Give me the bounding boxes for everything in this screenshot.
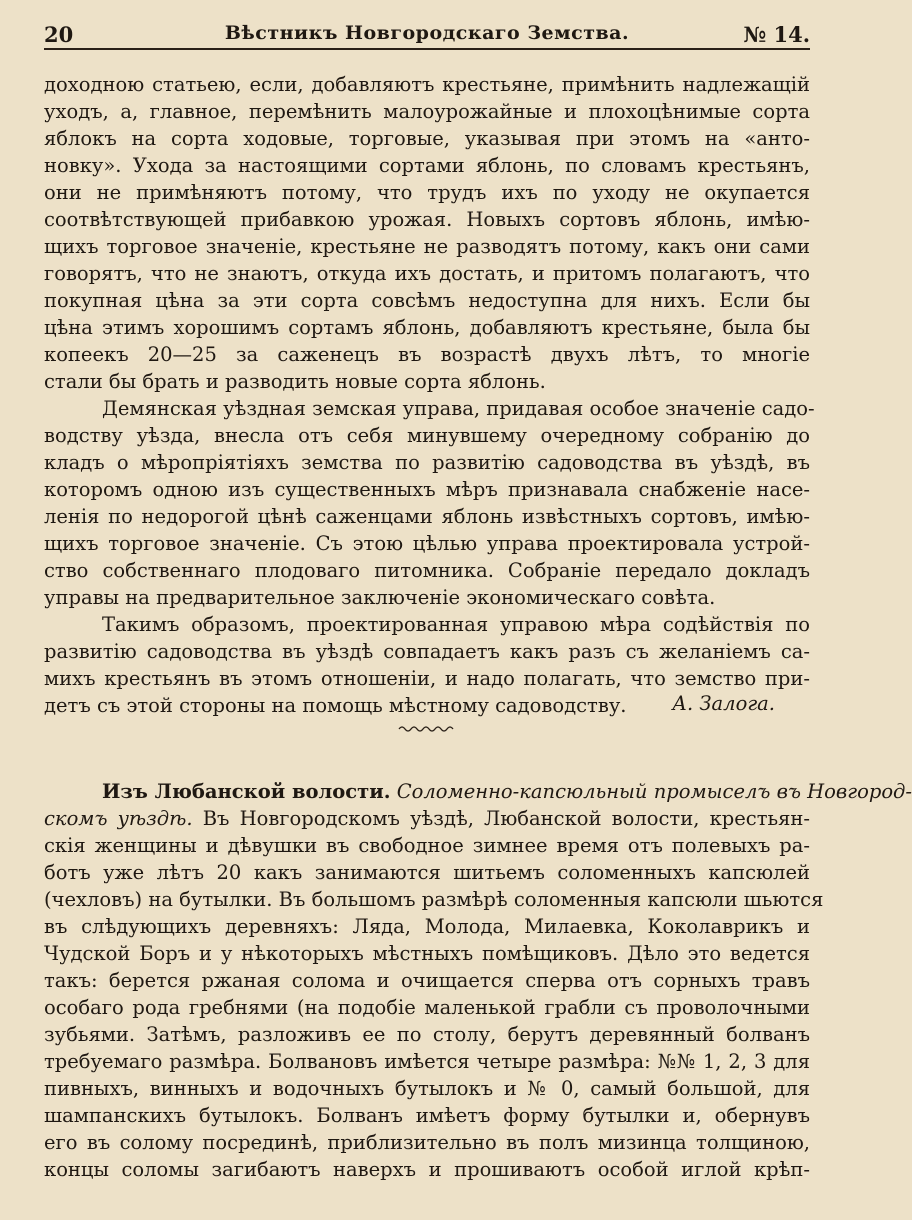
text-line: зубьями. Затѣмъ, разложивъ ее по столу, берутъ деревянный болванъ <box>44 1023 810 1046</box>
text-line: скія женщины и дѣвушки въ свободное зимнее время отъ полевыхъ ра- <box>44 834 810 857</box>
text-line: его въ солому посрединѣ, приблизительно въ полъ мизинца толщиною, <box>44 1131 810 1154</box>
text-line: водству уѣзда, внесла отъ себя минувшему очередному собранію до <box>44 424 810 447</box>
text-line: ленія по недорогой цѣнѣ саженцами яблонь извѣстныхъ сортовъ, имѣю- <box>44 505 810 528</box>
text-line: требуемаго размѣра. Болвановъ имѣется четыре размѣра: №№ 1, 2, 3 для <box>44 1050 810 1073</box>
text-line: говорятъ, что не знаютъ, откуда ихъ достать, и притомъ полагаютъ, что <box>44 262 810 285</box>
line-rest: Въ Новгородскомъ уѣздѣ, Любанской волости, крестьян- <box>192 807 810 830</box>
text-line: развитію садоводства въ уѣздѣ совпадаетъ какъ разъ съ желаніемъ са- <box>44 640 810 663</box>
text-line: ботъ уже лѣтъ 20 какъ занимаются шитьемъ соломенныхъ капсюлей <box>44 861 810 884</box>
text-line: уходъ, а, главное, перемѣнить малоурожайные и плохоцѣнимые сорта <box>44 100 810 123</box>
heading-topic: Соломенно-капсюльный промыселъ въ Новгород- <box>396 780 912 803</box>
text-line: особаго рода гребнями (на подобіе маленькой грабли съ проволочными <box>44 996 810 1019</box>
text-line: пивныхъ, винныхъ и водочныхъ бутылокъ и № 0, самый большой, для <box>44 1077 810 1100</box>
text-line: соотвѣтствующей прибавкою урожая. Новыхъ сортовъ яблонь, имѣю- <box>44 208 810 231</box>
text-line: стали бы брать и разводить новые сорта яблонь. <box>44 370 546 393</box>
text-line: которомъ одною изъ существенныхъ мѣръ признавала снабженіе насе- <box>44 478 810 501</box>
text-line: детъ съ этой стороны на помощь мѣстному садоводству. <box>44 694 627 717</box>
text-line: доходною статьею, если, добавляютъ крестьяне, примѣнить надлежащій <box>44 73 810 96</box>
author-signature: А. Залога. <box>672 692 775 715</box>
text-line: Демянская уѣздная земская управа, придавая особое значеніе садо- <box>102 397 815 420</box>
text-line: шампанскихъ бутылокъ. Болванъ имѣетъ форму бутылки и, обернувъ <box>44 1104 810 1127</box>
text-line: ство собственнаго плодоваго питомника. Собраніе передало докладъ <box>44 559 810 582</box>
text-line: Такимъ образомъ, проектированная управою мѣра содѣйствія по <box>102 613 810 636</box>
issue-number: № 14. <box>743 22 810 47</box>
heading-topic-end: скомъ уѣздѣ. <box>44 807 193 830</box>
text-line: щихъ торговое значеніе. Съ этою цѣлью управа проектировала устрой- <box>44 532 810 555</box>
journal-title: Вѣстникъ Новгородскаго Земства. <box>224 22 630 44</box>
page-number: 20 <box>44 22 74 47</box>
text-line: покупная цѣна за эти сорта совсѣмъ недоступна для нихъ. Если бы <box>44 289 810 312</box>
text-line: копеекъ 20—25 за саженецъ въ возрастѣ двухъ лѣтъ, то многіе <box>44 343 810 366</box>
text-line: новку». Ухода за настоящими сортами яблонь, по словамъ крестьянъ, <box>44 154 810 177</box>
page-header <box>44 18 810 52</box>
text-line: управы на предварительное заключеніе экономическаго совѣта. <box>44 586 716 609</box>
heading-place: Изъ Любанской волости. <box>102 780 391 803</box>
text-line: яблокъ на сорта ходовые, торговые, указывая при этомъ на «анто- <box>44 127 810 150</box>
header-rule <box>44 48 810 50</box>
section-heading <box>102 778 912 806</box>
text-line <box>44 805 810 833</box>
text-line: въ слѣдующихъ деревняхъ: Ляда, Молода, Милаевка, Коколаврикъ и <box>44 915 810 938</box>
text-line: михъ крестьянъ въ этомъ отношеніи, и надо полагать, что земство при- <box>44 667 810 690</box>
text-line: они не примѣняютъ потому, что трудъ ихъ по уходу не окупается <box>44 181 810 204</box>
text-line: щихъ торговое значеніе, крестьяне не разводятъ потому, какъ они сами <box>44 235 810 258</box>
section-divider-ornament <box>398 724 456 734</box>
text-line: такъ: берется ржаная солома и очищается сперва отъ сорныхъ травъ <box>44 969 810 992</box>
text-line: цѣна этимъ хорошимъ сортамъ яблонь, добавляютъ крестьяне, была бы <box>44 316 810 339</box>
text-line: (чехловъ) на бутылки. Въ большомъ размѣрѣ соломенныя капсюли шьются <box>44 888 824 911</box>
text-line: кладъ о мѣропріятіяхъ земства по развитію садоводства въ уѣздѣ, въ <box>44 451 810 474</box>
text-line: Чудской Боръ и у нѣкоторыхъ мѣстныхъ помѣщиковъ. Дѣло это ведется <box>44 942 810 965</box>
text-line: концы соломы загибаютъ наверхъ и прошиваютъ особой иглой крѣп- <box>44 1158 810 1181</box>
